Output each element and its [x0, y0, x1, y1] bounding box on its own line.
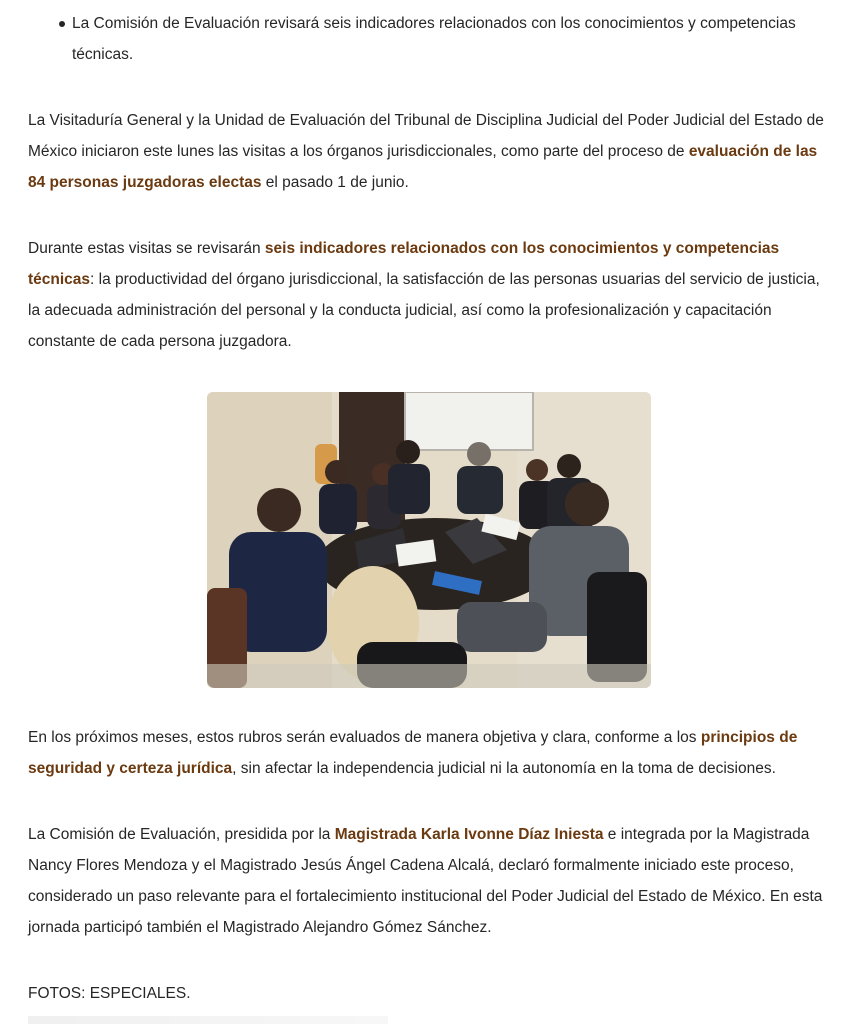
paragraph-commission	[28, 819, 828, 943]
faded-footer-line	[28, 1016, 388, 1024]
link-evaluacion-84[interactable]: evaluación de las 84 personas juzgadoras electas	[28, 143, 818, 191]
article-body	[28, 8, 828, 1009]
paragraph-text: La Comisión de Evaluación, presidida por la	[28, 826, 335, 843]
paragraph-indicators	[28, 233, 828, 357]
paragraph-text: el pasado 1 de junio.	[261, 174, 409, 191]
link-magistrada-diaz-iniesta[interactable]: Magistrada Karla Ivonne Díaz Iniesta	[334, 826, 604, 843]
paragraph-text: En los próximos meses, estos rubros serán evaluados de manera objetiva y clara, conforme a los	[28, 729, 701, 746]
paragraph-text: e integrada por la Magistrada Nancy Flores Mendoza y el Magistrado Jesús Ángel Cadena Alcalá, declaró formalmente iniciado este proceso, considerado un paso relevante para el fortalecimiento institucional del Poder Judicial del Estado de México. En esta jornada participó también el Magistrado Alejandro Gómez Sánchez.	[28, 826, 823, 936]
link-seis-indicadores[interactable]: seis indicadores relacionados con los conocimientos y competencias técnicas	[28, 240, 780, 288]
paragraph-visits	[28, 105, 828, 198]
bullet-list	[28, 8, 828, 70]
bullet-text: La Comisión de Evaluación revisará seis indicadores relacionados con los conocimientos y competencias técnicas.	[72, 15, 796, 63]
paragraph-text: : la productividad del órgano jurisdiccional, la satisfacción de las personas usuarias del servicio de justicia, la adecuada administración del personal y la conducta judicial, así como la profesionalización y capacitación constante de cada persona juzgadora.	[28, 271, 820, 350]
paragraph-text: La Visitaduría General y la Unidad de Evaluación del Tribunal de Disciplina Judicial del Poder Judicial del Estado de México iniciaron este lunes las visitas a los órganos jurisdiccionales, como parte del proceso de	[28, 112, 824, 160]
paragraph-text: , sin afectar la independencia judicial ni la autonomía en la toma de decisiones.	[232, 760, 776, 777]
paragraph-principles	[28, 722, 828, 784]
bullet-item	[72, 8, 828, 70]
article-photo	[207, 392, 651, 688]
paragraph-text: Durante estas visitas se revisarán	[28, 240, 265, 257]
photo-credit: FOTOS: ESPECIALES.	[28, 985, 191, 1002]
link-principios[interactable]: principios de seguridad y certeza jurídica	[28, 729, 798, 777]
